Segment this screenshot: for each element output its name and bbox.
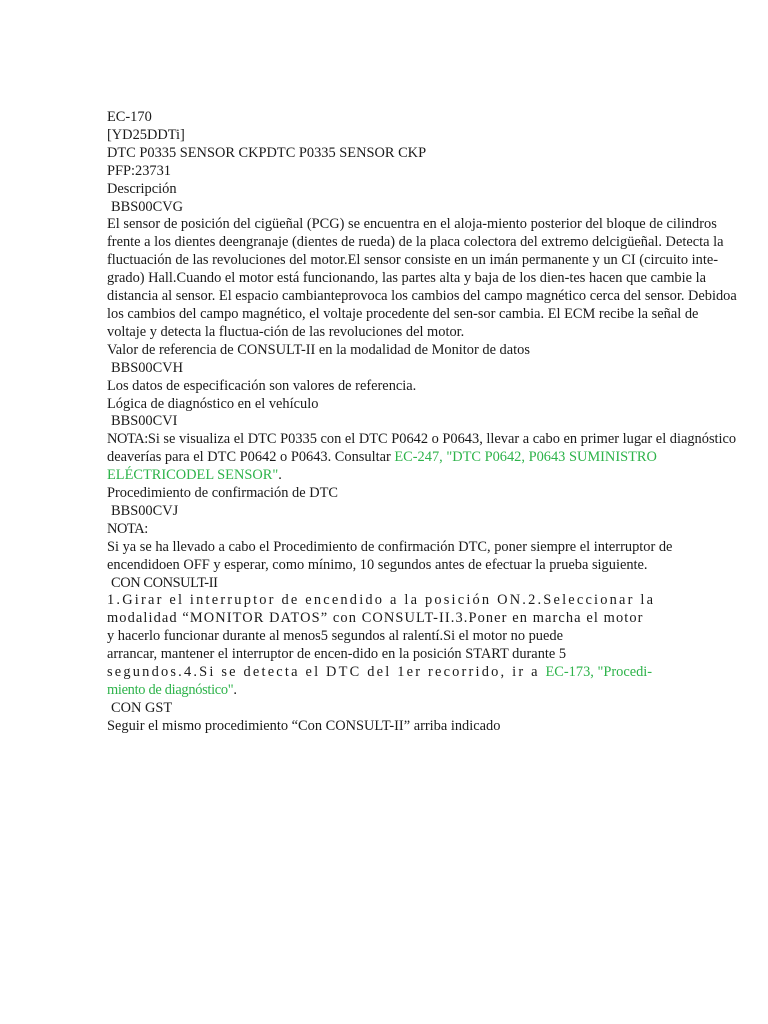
logica-reference-link[interactable]: EC-247, "DTC P0642, P0643 SUMINISTRO ELÉCTRICODEL SENSOR" <box>107 449 657 484</box>
descripcion-body: El sensor de posición del cigüeñal (PCG) se encuentra en el aloja-miento posterior del bloque de cilindros frente a los dientes deengranaje (dientes de rueda) de la placa colectora del extremo delcigüeñal. Detecta la fluctuación de las revoluciones del motor.El sensor consiste en un imán permanente y un CI (circuito inte-grado) Hall.Cuando el motor está funcionando, las partes alta y baja de los dien-tes hacen que cambie la distancia al sensor. El espacio cambianteprovoca los cambios del campo magnético cerca del sensor. Debidoa los cambios del campo magnético, el voltaje procedente del sen-sor cambia. El ECM recibe la señal de voltaje y detecta la fluctua-ción de las revoluciones del motor. <box>107 216 737 340</box>
procedimiento-nota-text: Si ya se ha llevado a cabo el Procedimiento de confirmación DTC, poner siempre el interruptor de encendidoen OFF y esperar, como mínimo, 10 segundos antes de efectuar la prueba siguiente. <box>107 538 673 573</box>
steps-line-1: 1.Girar el interruptor de encendido a la posición ON.2.Seleccionar la <box>107 592 656 609</box>
pfp-code: PFP:23731 <box>107 162 171 179</box>
consult-heading: CON CONSULT-II <box>111 574 218 591</box>
procedimiento-nota-label: NOTA: <box>107 520 148 537</box>
page-ref-code: EC-170 <box>107 109 152 125</box>
section-heading-descripcion: Descripción <box>107 180 177 197</box>
steps-line-6 <box>107 682 737 700</box>
section-heading-valor-referencia: Valor de referencia de CONSULT-II en la modalidad de Monitor de datos <box>107 341 530 358</box>
gst-body: Seguir el mismo procedimiento “Con CONSULT-II” arriba indicado <box>107 717 501 734</box>
section-code-logica: BBS00CVI <box>111 413 178 430</box>
steps-line-5 <box>107 664 737 682</box>
section-code-descripcion: BBS00CVG <box>111 198 183 215</box>
logica-link-end: . <box>278 467 282 484</box>
document-title: DTC P0335 SENSOR CKPDTC P0335 SENSOR CKP <box>107 144 427 161</box>
section-heading-procedimiento: Procedimiento de confirmación de DTC <box>107 485 338 502</box>
logica-nota <box>107 431 737 485</box>
steps-line-3: y hacerlo funcionar durante al menos5 segundos al ralentí.Si el motor no puede <box>107 628 563 645</box>
logica-nota-text: Si se visualiza el DTC P0335 con el DTC P0642 o P0643, llevar a cabo en primer lugar el diagnóstico deaverías para el DTC P0642 o P0643. Consultar <box>107 431 737 466</box>
engine-code: [YD25DDTi] <box>107 126 185 143</box>
logica-nota-label: NOTA: <box>107 431 148 448</box>
section-code-valor-referencia: BBS00CVH <box>111 359 183 376</box>
steps-reference-link-b[interactable]: miento de diagnóstico" <box>107 682 234 698</box>
document-page <box>107 109 737 736</box>
section-code-procedimiento: BBS00CVJ <box>111 502 179 519</box>
steps-link-end: . <box>233 682 237 698</box>
steps-reference-link-a[interactable]: EC-173, "Procedi- <box>545 664 653 681</box>
section-heading-logica: Lógica de diagnóstico en el vehículo <box>107 395 319 412</box>
gst-heading: CON GST <box>111 699 173 716</box>
steps-line-2: modalidad “MONITOR DATOS” con CONSULT-II.3.Poner en marcha el motor <box>107 610 644 627</box>
steps-line-4: arrancar, mantener el interruptor de encen-dido en la posición START durante 5 <box>107 646 567 663</box>
steps-line-5-text: segundos.4.Si se detecta el DTC del 1er recorrido, ir a <box>107 664 546 681</box>
valor-referencia-body: Los datos de especificación son valores de referencia. <box>107 377 417 394</box>
